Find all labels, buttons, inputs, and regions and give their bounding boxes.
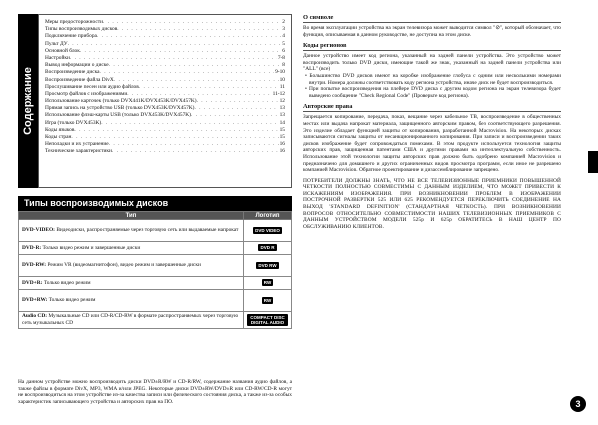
disc-logo: DVD R	[260, 245, 275, 251]
col-type-header: Тип	[19, 212, 244, 220]
toc-entry-title: Типы воспроизводимых дисков	[45, 26, 118, 33]
toc-leader-dots	[127, 91, 271, 98]
toc-entry	[45, 127, 285, 134]
toc-entry-page: 13	[279, 105, 285, 112]
toc-entry	[45, 134, 285, 141]
toc-entry	[45, 41, 285, 48]
toc-entry	[45, 141, 285, 148]
toc-entry	[45, 112, 285, 119]
toc-entry-page: 11-12	[272, 90, 285, 97]
toc-entry-title: Игра (только DVX453K)	[45, 119, 102, 126]
disc-type-text: Режим VR (видеомагнитофон), видео режим и завершенные диски	[47, 262, 201, 269]
toc-leader-dots	[194, 105, 278, 112]
regions-section-title: Коды регионов	[303, 42, 561, 51]
regions-bullet: • Большинство DVD дисков имеют на коробке изображение глобуса с одним или несколькими номерами внутри. Номера должны соответствовать коду региона устройства, иначе диск не будет воспроизводиться.	[305, 72, 561, 86]
disc-logo-cell	[244, 290, 292, 312]
toc-entry	[45, 62, 285, 69]
disc-type-row	[19, 220, 292, 242]
disc-logo: DVD RW	[258, 262, 277, 268]
disc-types-table	[18, 211, 292, 329]
disc-type-row	[19, 312, 292, 329]
toc-entry	[45, 91, 285, 98]
toc-entry-title: Коды языков	[45, 126, 75, 133]
toc-entry-title: Основной блок	[45, 47, 80, 54]
toc-entry-title: Технические характеристики	[45, 148, 112, 155]
disc-type-label: DVD+RW:	[22, 297, 48, 304]
toc-leader-dots	[109, 62, 282, 69]
toc-entry-page: 12	[279, 98, 285, 105]
toc-leader-dots	[74, 127, 278, 134]
disc-type-desc	[19, 242, 244, 255]
page-number: 3	[570, 396, 586, 412]
toc-entry	[45, 69, 285, 76]
toc-leader-dots	[103, 19, 281, 26]
toc-entry	[45, 148, 285, 155]
disc-logo-cell	[244, 242, 292, 255]
toc-entry-title: Меры предосторожности	[45, 19, 103, 25]
toc-entry-page: 13	[279, 112, 285, 119]
toc-entry	[45, 98, 285, 105]
toc-entry-title: Прямая запись на устройство USB (только DVX453K/DVX457K)	[45, 105, 195, 112]
toc-entry	[45, 77, 285, 84]
right-column	[303, 14, 561, 230]
toc-entry	[45, 19, 285, 26]
toc-entry	[45, 33, 285, 40]
section-edge-tab	[588, 151, 598, 173]
toc-entry-page: 15	[279, 134, 285, 140]
toc-entry-page: 3	[282, 26, 285, 33]
toc-entry	[45, 120, 285, 127]
toc-entry-page: 2	[282, 19, 285, 25]
toc-leader-dots	[197, 98, 279, 105]
toc-leader-dots	[80, 48, 281, 55]
disc-type-row	[19, 290, 292, 312]
toc-entry	[45, 55, 285, 62]
toc-entry-title: Использование карточек (только DVX441K/DVX453K/DVX457K)	[45, 98, 197, 105]
toc-list	[45, 19, 285, 156]
toc-leader-dots	[97, 33, 281, 40]
toc-entry-page: 11	[279, 83, 285, 90]
toc-entry-page: 6	[282, 47, 285, 54]
table-of-contents	[38, 14, 292, 188]
toc-leader-dots	[71, 134, 278, 141]
toc-entry	[45, 84, 285, 91]
toc-entry-page: 15	[279, 126, 285, 133]
toc-leader-dots	[117, 26, 281, 33]
disc-logo-cell	[244, 312, 292, 329]
disc-type-row	[19, 242, 292, 255]
disc-type-text: Музыкальные CD или CD-R/CD-RW в формате распространяемых через торговую сеть музыкальных CD	[22, 313, 239, 326]
toc-entry-title: Воспроизведение файла DivX	[45, 76, 114, 83]
disc-type-label: Audio CD:	[22, 313, 48, 320]
disc-type-label: DVD-VIDEO:	[22, 227, 55, 234]
symbol-section-text: Во время эксплуатации устройства на экран телевизора может выводится символ "⊘", который обозначает, что функция, описываемая в данном руководстве, не доступна на этом диске.	[303, 25, 561, 38]
disc-type-desc	[19, 312, 244, 329]
toc-entry-title: Вывод информации о диске	[45, 62, 109, 69]
toc-entry-page: 4	[282, 33, 285, 40]
toc-entry	[45, 48, 285, 55]
toc-entry-title: Использование флэш-карты USB (только DVX453K/DVX457K)	[45, 112, 191, 119]
regions-section-text: Данное устройство имеет код региона, указанный на задней панели устройства. Это устройство может воспроизводить только DVD диски, имеющие такой же знак, указанный на задней панели устройства или "ALL" (все)	[303, 53, 561, 73]
toc-entry-title: Неполадки и их устранение	[45, 141, 109, 148]
symbol-section-title: О символе	[303, 14, 561, 23]
toc-entry-title: Прослушивание песен или аудио файлов	[45, 83, 139, 90]
disc-type-desc	[19, 255, 244, 277]
toc-leader-dots	[68, 41, 282, 48]
toc-side-label: Содержание	[18, 14, 38, 188]
toc-leader-dots	[109, 141, 279, 148]
toc-entry	[45, 26, 285, 33]
toc-entry	[45, 105, 285, 112]
disc-type-text: Только видео режим	[43, 279, 91, 286]
toc-leader-dots	[100, 69, 275, 76]
toc-entry-page: 16	[279, 148, 285, 155]
toc-leader-dots	[101, 120, 278, 127]
toc-entry-page: 7-8	[277, 54, 285, 61]
disc-type-row	[19, 277, 292, 290]
disc-logo: RW	[263, 297, 272, 303]
toc-entry-title: Коды стран	[45, 134, 72, 140]
disc-type-text: Только видео режим и завершенные диски	[42, 244, 141, 251]
copyright-section-title: Авторские права	[303, 103, 561, 112]
toc-leader-dots	[70, 55, 277, 62]
hdtv-warning-text: ПОТРЕБИТЕЛИ ДОЛЖНЫ ЗНАТЬ, ЧТО НЕ ВСЕ ТЕЛЕВИЗИОННЫЕ ПРИЕМНИКИ ПОВЫШЕННОЙ ЧЕТКОСТИ ПОЛНОСТЬЮ СОВМЕСТИМЫ С ДАННЫМ ИЗДЕЛИЕМ, ЧТО МОЖЕТ ПРИВЕСТИ К ИСКАЖЕНИЯМ ИЗОБРАЖЕНИЯ. ПРИ ВОЗНИКНОВЕНИИ ПРОБЛЕМ В ИЗОБРАЖЕНИИ ПОСТРОЧНОЙ РАЗВЕРТКИ 525 ИЛИ 625 РЕКОМЕНДУЕТСЯ ПЕРЕКЛЮЧИТЬ СОЕДИНЕНИЕ НА ВЫХОД 'STANDARD DEFINITION' (СТАНДАРТНАЯ ЧЕТКОСТЬ). ПРИ ВОЗНИКНОВЕНИИ ВОПРОСОВ ОТНОСИТЕЛЬНО СОВМЕСТИМОСТИ НАШИХ ТЕЛЕВИЗИОННЫХ ПРИЕМНИКОВ С ДАННЫМ УСТРОЙСТВОМ МОДЕЛИ 525p И 625p ОБРАТИТЕСЬ В НАШ ЦЕНТР ПО ОБСЛУЖИВАНИЮ КЛИЕНТОВ.	[303, 177, 561, 230]
toc-entry-page: 10	[279, 76, 285, 83]
disc-type-desc	[19, 277, 244, 290]
disc-compat-note: На данном устройстве можно воспроизводить диски DVD±R/RW и CD-R/RW, содержание названия аудио файлов, а также файлы в формате DivX, MP3, WMA и/или JPEG. Некоторые диски DVD±RW/DVD±R или CD-RW/CD-R могут не воспроизводиться на этом устройстве из-за качества записи или физического состояния диска, а также из-за особых характеристик записывающего устройства и авторских прав на ПО.	[18, 379, 292, 405]
disc-type-row	[19, 255, 292, 277]
disc-type-text: Видеодиски, распространяемые через торговую сеть или выдаваемые напрокат	[56, 227, 239, 234]
copyright-section-text: Запрещается копирование, передача, показ, вещание через кабельное ТВ, воспроизведение в общественных местах или выдача напрокат материала, защищенного авторским правом, без соответствующего разрешения. Это изделие обладает функцией защиты от копирования, разработанной Macrovision. На некоторых дисках записываются сигналы защиты от несанкционированного копирования. При записи и воспроизведении таких дисков изображение будет сопровождаться помехами. В этом продукте используется технология защиты авторских прав, защищенная патентами США и другими правами на интеллектуальную собственность. Использование этой технологии защиты авторских прав должно быть одобрено компанией Macrovision и предназначено для домашнего и других ограниченных видов просмотра программ, если иное не разрешено компанией Macrovision. Обратное проектирование и дизассемблирование запрещено.	[303, 114, 561, 174]
regions-bullet: • При попытке воспроизведения на плейере DVD диска с другим кодом региона на экран телевизора будет выведено сообщение "Check Regional Code" (Проверьте код региона).	[305, 86, 561, 99]
toc-entry-page: 8	[282, 62, 285, 69]
toc-leader-dots	[114, 77, 279, 84]
toc-entry-page: 14	[279, 119, 285, 126]
toc-entry-page: 9-10	[275, 69, 285, 76]
disc-type-desc	[19, 220, 244, 242]
toc-leader-dots	[112, 148, 279, 155]
toc-entry-title: Подключение прибора	[45, 33, 97, 40]
col-logo-header: Логотип	[244, 212, 292, 220]
disc-type-text: Только видео режим	[48, 297, 96, 304]
toc-leader-dots	[139, 84, 279, 91]
disc-type-desc	[19, 290, 244, 312]
disc-logo: DVD VIDEO	[255, 227, 280, 233]
disc-type-label: DVD+R:	[22, 279, 43, 286]
disc-types-heading: Типы воспроизводимых дисков	[18, 196, 292, 211]
disc-type-label: DVD-RW:	[22, 262, 47, 269]
toc-entry-title: Воспроизведение диска	[45, 69, 100, 76]
disc-logo: COMPACT DISC DIGITAL AUDIO	[247, 314, 288, 326]
disc-logo: RW	[263, 280, 272, 286]
toc-entry-title: Настройки	[45, 54, 70, 61]
toc-entry-title: Просмотр файлов с изображениями	[45, 90, 128, 97]
disc-logo-cell	[244, 220, 292, 242]
toc-entry-page: 16	[279, 141, 285, 148]
toc-entry-title: Пульт ДУ	[45, 40, 68, 47]
toc-entry-page: 5	[282, 40, 285, 47]
disc-logo-cell	[244, 277, 292, 290]
toc-leader-dots	[191, 112, 279, 119]
disc-type-label: DVD-R:	[22, 244, 42, 251]
disc-logo-cell	[244, 255, 292, 277]
